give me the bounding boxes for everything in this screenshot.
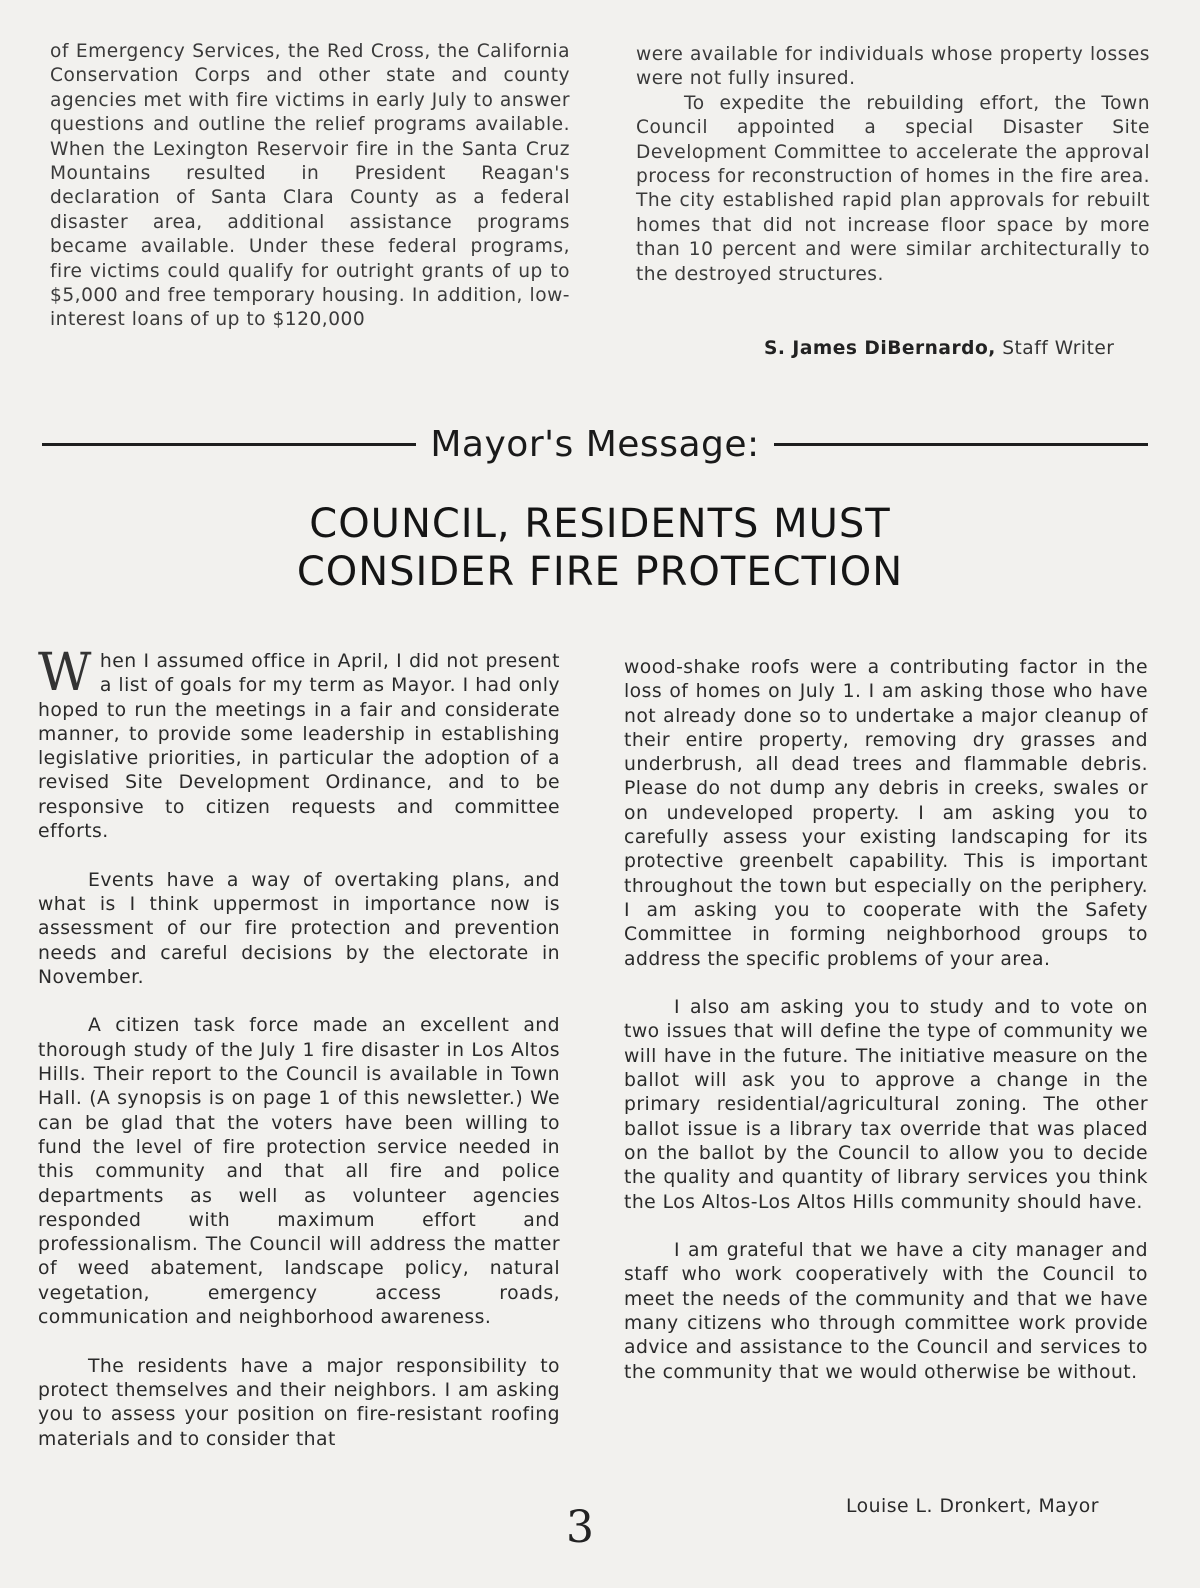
article-paragraph-6: I also am asking you to study and to vote on two issues that will define the type of community we will have in the future. The initiative measure on the ballot will ask you to approve a change in the primary residential/agricultural zoning. The other ballot issue is a library tax override that was placed on the ballot by the Council to allow you to decide the quality and quantity of library services you think the Los Altos-Los Altos Hills community should have. <box>624 997 1148 1213</box>
top-right-paragraph-1: were available for individuals whose property losses were not fully insured. <box>636 44 1150 90</box>
top-right-paragraph-2: To expedite the rebuilding effort, the Town Council appointed a special Disaster Site Development Committee to accelerate the approval process for reconstruction of homes in the fire area. The city established rapid plan approvals for rebuilt homes that did not increase floor space by more than 10 percent and were similar architecturally to the destroyed structures. <box>636 92 1150 285</box>
article-headline <box>60 500 1140 596</box>
article-right-column <box>624 656 1148 1409</box>
article-paragraph-2: Events have a way of overtaking plans, and what is I think uppermost in importance now is assessment of our fire protection and prevention needs and careful decisions by the electorate in November. <box>38 869 560 988</box>
signature-name: Louise L. Dronkert, <box>846 1496 1032 1517</box>
byline-name: S. James DiBernardo, <box>764 338 996 359</box>
headline-line-2: CONSIDER FIRE PROTECTION <box>296 549 904 595</box>
drop-cap: W <box>38 643 92 703</box>
section-title: Mayor's Message: <box>430 424 760 465</box>
section-rule-right <box>774 443 1148 446</box>
section-rule-left <box>42 443 416 446</box>
mayor-signature <box>846 1496 1150 1517</box>
article-paragraph-1 <box>38 643 560 844</box>
signature-role: Mayor <box>1038 1496 1099 1517</box>
article-paragraph-7: I am grateful that we have a city manager and staff who work cooperatively with the Council to meet the needs of the community and that we have many citizens who through committee work provide advice and assistance to the Council and services to the community that we would otherwise be without. <box>624 1240 1148 1383</box>
staff-writer-byline <box>764 338 1150 359</box>
byline-role: Staff Writer <box>1002 338 1115 359</box>
article-paragraph-1-text: hen I assumed office in April, I did not present a list of goals for my term as Mayor. I had only hoped to run the meetings in a fair and considerate manner, to provide some leadership in establishing legislative priorities, in particular the adoption of a revised Site Development Ordinance, and to be responsive to citizen requests and committee efforts. <box>38 651 560 843</box>
article-left-column <box>38 643 560 1476</box>
headline-line-1: COUNCIL, RESIDENTS MUST <box>309 501 891 547</box>
article-paragraph-4: The residents have a major responsibility to protect themselves and their neighbors. I am asking you to assess your position on fire-resistant roofing materials and to consider that <box>38 1355 560 1450</box>
top-left-paragraph: of Emergency Services, the Red Cross, the California Conservation Corps and other state and county agencies met with fire victims in early July to answer questions and outline the relief programs available. When the Lexington Reservoir fire in the Santa Cruz Mountains resulted in President Reagan's declaration of Santa Clara County as a federal disaster area, additional assistance programs became available. Under these federal programs, fire victims could qualify for outright grants of up to $5,000 and free temporary housing. In addition, low-interest loans of up to $120,000 <box>50 41 570 331</box>
section-header <box>42 424 1148 465</box>
top-left-column <box>50 40 570 333</box>
article-paragraph-3: A citizen task force made an excellent and thorough study of the July 1 fire disaster in Los Altos Hills. Their report to the Council is available in Town Hall. (A synopsis is on page 1 of this newsletter.) We can be glad that the voters have been willing to fund the level of fire protection service needed in this community and that all fire and police departments as well as volunteer agencies responded with maximum effort and professionalism. The Council will address the matter of weed abatement, landscape policy, natural vegetation, emergency access roads, communication and neighborhood awareness. <box>38 1015 560 1329</box>
article-paragraph-5: wood-shake roofs were a contributing factor in the loss of homes on July 1. I am asking those who have not already done so to undertake a major cleanup of their entire property, removing dry grasses and underbrush, all dead trees and flammable debris. Please do not dump any debris in creeks, swales or on undeveloped property. I am asking you to carefully assess your existing landscaping for its protective greenbelt capability. This is important throughout the town but especially on the periphery. I am asking you to cooperate with the Safety Committee in forming neighborhood groups to address the specific problems of your area. <box>624 657 1148 970</box>
top-right-column <box>636 43 1150 287</box>
page-number: 3 <box>566 1502 594 1553</box>
